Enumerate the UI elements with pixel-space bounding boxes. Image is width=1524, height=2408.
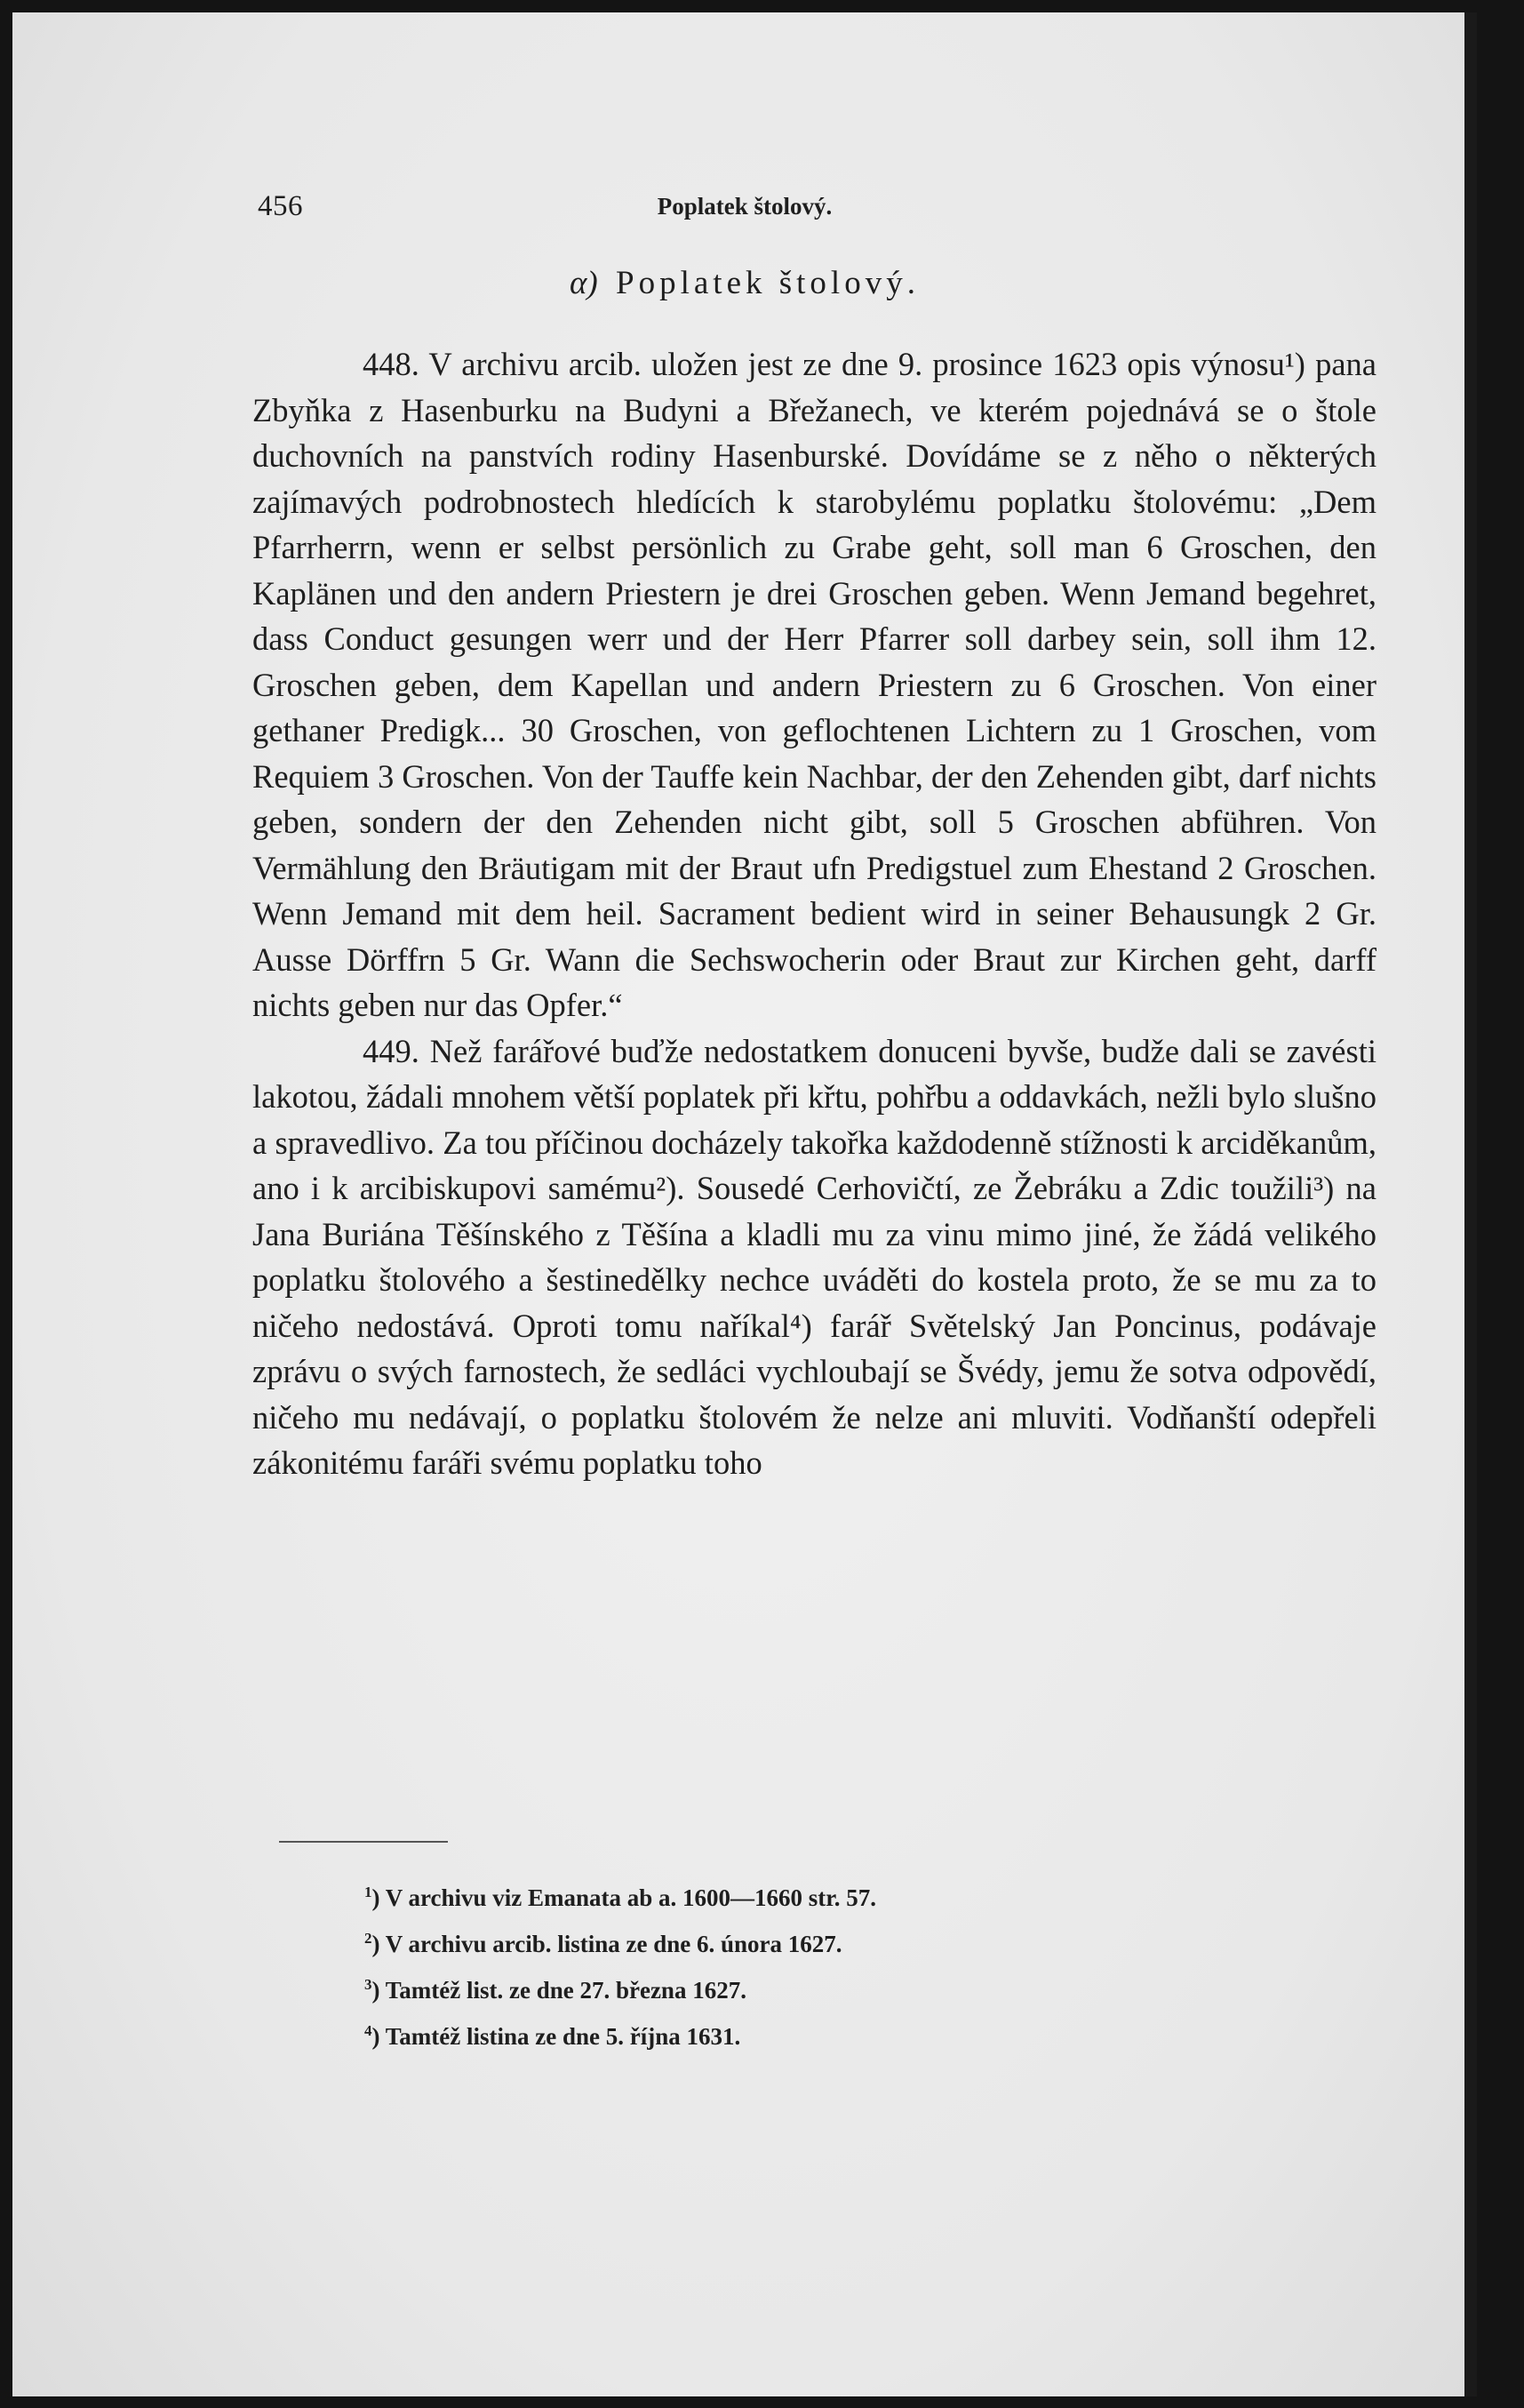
page-edge-shadow (1464, 12, 1477, 2396)
footnote-4 (364, 2011, 876, 2057)
footnote-3 (364, 1964, 876, 2011)
footnote-mark: 3 (364, 1976, 372, 1993)
book-page (12, 12, 1477, 2396)
footnote-text: ) Tamtéž list. ze dne 27. března 1627. (371, 1977, 746, 2004)
footnote-mark: 4 (364, 2022, 372, 2039)
footnotes (364, 1872, 876, 2057)
running-head: Poplatek štolový. (657, 193, 833, 220)
page-number: 456 (258, 190, 303, 222)
footnote-2 (364, 1918, 876, 1964)
footnote-text: ) Tamtéž listina ze dne 5. října 1631. (371, 2023, 741, 2050)
section-title-text: Poplatek štolový. (616, 265, 920, 301)
paragraph-448: 448. V archivu arcib. uložen jest ze dne 9. prosince 1623 opis výnosu¹) pana Zbyňka z Hasenburku na Budyni a Břežanech, ve kterém pojednává se o štole duchovních na panstvích rodiny Hasenburské. Dovídáme se z něho o některých zajímavých podrobnostech hledících k starobylému poplatku štolovému: „Dem Pfarrherrn, wenn er selbst persönlich zu Grabe geht, soll man 6 Groschen, den Kaplänen und den andern Priestern je drei Groschen geben. Wenn Jemand begehret, dass Conduct gesungen werr und der Herr Pfarrer soll darbey sein, soll ihm 12. Groschen geben, dem Kapellan und andern Priestern zu 6 Groschen. Von einer gethaner Predigk... 30 Groschen, von geflochtenen Lichtern zu 1 Groschen, vom Requiem 3 Groschen. Von der Tauffe kein Nachbar, der den Zehenden gibt, darf nichts geben, sondern der den Zehenden nicht gibt, soll 5 Groschen abführen. Von Vermählung den Bräutigam mit der Braut ufn Predigstuel zum Ehestand 2 Groschen. Wenn Jemand mit dem heil. Sacrament bedient wird in seiner Behausungk 2 Gr. Ausse Dörffrn 5 Gr. Wann die Sechswocherin oder Braut zur Kirchen geht, darff nichts geben nur das Opfer.“ (252, 346, 1376, 1023)
footnote-text: ) V archivu viz Emanata ab a. 1600—1660 str. 57. (371, 1884, 877, 1911)
paragraph-449: 449. Než farářové buďže nedostatkem donuceni byvše, budže dali se zavésti lakotou, žádali mnohem větší poplatek při křtu, pohřbu a oddavkách, nežli bylo slušno a spravedlivo. Za tou příčinou docházely takořka každodenně stížnosti k arciděkanům, ano i k arcibiskupovi samému²). Sousedé Cerhovičtí, ze Žebráku a Zdic toužili³) na Jana Buriána Těšínského z Těšína a kladli mu za vinu mimo jiné, že žádá velikého poplatku štolového a šestinedělky nechce uváděti do kostela proto, že se mu za to ničeho nedostává. Oproti tomu naříkal⁴) farář Světelský Jan Poncinus, podávaje zprávu o svých farnostech, že sedláci vychloubají se Švédy, jemu že sotva odpovědí, ničeho mu nedávají, o poplatku štolovém že nelze ani mluviti. Vodňanští odepřeli zákonitému faráři svému poplatku toho (252, 1032, 1376, 1481)
section-title (12, 264, 1477, 302)
footnote-1 (364, 1872, 876, 1918)
footnote-mark: 1 (364, 1884, 372, 1900)
footnote-text: ) V archivu arcib. listina ze dne 6. února 1627. (371, 1931, 842, 1957)
footnote-mark: 2 (364, 1930, 372, 1947)
footnote-separator (279, 1841, 448, 1843)
section-marker: α) (570, 265, 598, 301)
body-text (252, 341, 1376, 1486)
